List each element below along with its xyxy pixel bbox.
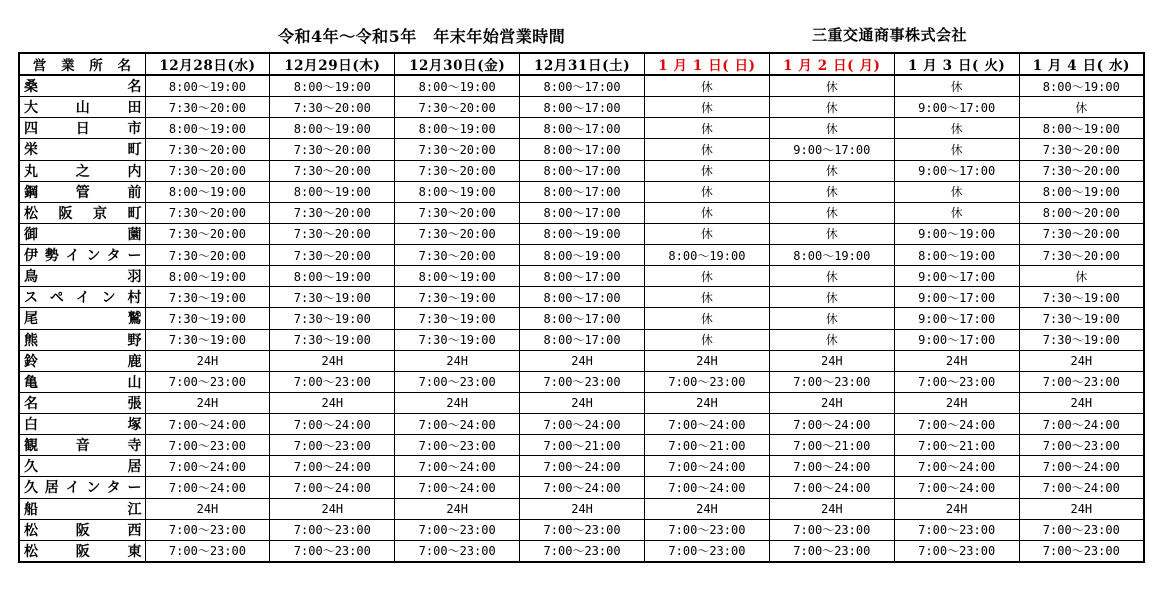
column-header-date: 1 月 3 日( 火) [894,53,1019,75]
hours-cell: 7:00～23:00 [1019,435,1144,456]
table-row [19,350,1144,371]
hours-cell: 7:00～23:00 [769,519,894,540]
hours-cell: 休 [769,75,894,97]
office-name: 桑名 [19,75,145,97]
office-name: 久居インター [19,477,145,498]
hours-cell: 24H [270,350,395,371]
column-header-date: 1 月 4 日( 水) [1019,53,1144,75]
hours-cell: 8:00～19:00 [1019,75,1144,97]
hours-cell: 24H [769,392,894,413]
table-row [19,371,1144,392]
hours-cell: 8:00～19:00 [894,245,1019,266]
header-row [19,53,1144,75]
hours-cell: 休 [645,329,770,350]
table-row [19,287,1144,308]
hours-cell: 休 [894,118,1019,139]
hours-cell: 休 [769,266,894,287]
hours-cell: 休 [769,160,894,181]
office-name: 尾鷲 [19,308,145,329]
office-name: 四日市 [19,118,145,139]
hours-cell: 7:00～23:00 [645,519,770,540]
hours-cell: 7:00～24:00 [395,456,520,477]
hours-cell: 7:00～24:00 [270,414,395,435]
hours-cell: 8:00～17:00 [520,329,645,350]
hours-cell: 7:30～19:00 [270,308,395,329]
office-name: 松阪西 [19,519,145,540]
hours-cell: 7:30～20:00 [395,223,520,244]
hours-cell: 9:00～17:00 [894,287,1019,308]
hours-cell: 7:00～24:00 [395,414,520,435]
business-hours-table [18,52,1145,563]
table-row [19,160,1144,181]
hours-cell: 7:30～20:00 [395,139,520,160]
hours-cell: 8:00～19:00 [270,75,395,97]
hours-cell: 7:00～23:00 [270,371,395,392]
hours-cell: 8:00～17:00 [520,97,645,118]
hours-cell: 24H [520,350,645,371]
table-header [19,53,1144,75]
hours-cell: 24H [145,498,270,519]
hours-cell: 7:00～23:00 [395,371,520,392]
hours-cell: 8:00～19:00 [145,181,270,202]
hours-cell: 7:00～23:00 [270,540,395,562]
hours-cell: 休 [645,75,770,97]
hours-cell: 9:00～17:00 [894,97,1019,118]
hours-cell: 休 [769,181,894,202]
hours-cell: 8:00～19:00 [1019,118,1144,139]
hours-cell: 7:00～24:00 [769,414,894,435]
hours-cell: 休 [769,287,894,308]
hours-cell: 7:00～24:00 [645,456,770,477]
column-header-date: 1 月 2 日( 月) [769,53,894,75]
table-row [19,245,1144,266]
hours-cell: 休 [645,287,770,308]
column-header-date: 12月28日(水) [145,53,270,75]
table-row [19,139,1144,160]
hours-cell: 7:00～23:00 [145,435,270,456]
hours-cell: 7:00～23:00 [145,371,270,392]
hours-cell: 7:00～21:00 [894,435,1019,456]
hours-cell: 7:00～23:00 [145,540,270,562]
table-row [19,477,1144,498]
hours-cell: 休 [645,308,770,329]
table-body [19,75,1144,562]
hours-cell: 休 [645,139,770,160]
office-name: 栄町 [19,139,145,160]
table-row [19,223,1144,244]
hours-cell: 24H [645,498,770,519]
table-row [19,435,1144,456]
table-row [19,329,1144,350]
hours-cell: 7:00～23:00 [270,435,395,456]
hours-cell: 9:00～17:00 [894,266,1019,287]
hours-cell: 7:30～19:00 [270,329,395,350]
table-row [19,97,1144,118]
hours-cell: 8:00～19:00 [645,245,770,266]
office-name: 亀山 [19,371,145,392]
office-name: 熊野 [19,329,145,350]
table-row [19,456,1144,477]
hours-cell: 7:00～21:00 [645,435,770,456]
hours-cell: 7:00～24:00 [145,456,270,477]
hours-cell: 24H [520,498,645,519]
hours-cell: 7:00～23:00 [270,519,395,540]
hours-cell: 24H [645,392,770,413]
hours-cell: 8:00～19:00 [395,118,520,139]
table-row [19,519,1144,540]
table-row [19,266,1144,287]
hours-cell: 7:30～20:00 [1019,139,1144,160]
hours-cell: 7:30～19:00 [145,308,270,329]
hours-cell: 休 [645,160,770,181]
hours-cell: 休 [894,181,1019,202]
hours-cell: 7:00～23:00 [769,540,894,562]
hours-cell: 24H [1019,498,1144,519]
hours-cell: 休 [894,75,1019,97]
hours-cell: 7:30～20:00 [270,97,395,118]
hours-cell: 7:30～19:00 [270,287,395,308]
hours-cell: 7:00～21:00 [769,435,894,456]
office-name: 船江 [19,498,145,519]
hours-cell: 8:00～19:00 [395,75,520,97]
hours-cell: 7:30～20:00 [145,160,270,181]
hours-cell: 7:30～20:00 [1019,245,1144,266]
hours-cell: 7:00～23:00 [395,519,520,540]
hours-cell: 24H [270,498,395,519]
hours-cell: 7:00～23:00 [769,371,894,392]
table-row [19,308,1144,329]
hours-cell: 休 [769,329,894,350]
hours-cell: 7:30～20:00 [145,223,270,244]
hours-cell: 9:00～17:00 [894,308,1019,329]
hours-cell: 7:00～24:00 [520,456,645,477]
hours-cell: 24H [270,392,395,413]
hours-cell: 24H [520,392,645,413]
table-row [19,75,1144,97]
hours-cell: 8:00～19:00 [395,266,520,287]
hours-cell: 7:30～19:00 [395,308,520,329]
hours-cell: 7:30～20:00 [1019,223,1144,244]
office-name: 久居 [19,456,145,477]
hours-cell: 9:00～17:00 [894,329,1019,350]
office-name: 鈴鹿 [19,350,145,371]
hours-cell: 8:00～17:00 [520,75,645,97]
hours-cell: 24H [145,350,270,371]
hours-cell: 7:00～23:00 [520,519,645,540]
company-name: 三重交通商事株式会社 [812,26,968,44]
hours-cell: 休 [645,181,770,202]
hours-cell: 7:00～23:00 [395,435,520,456]
hours-cell: 7:30～20:00 [395,202,520,223]
hours-cell: 8:00～20:00 [1019,202,1144,223]
column-header-date: 12月29日(木) [270,53,395,75]
hours-cell: 24H [395,392,520,413]
hours-cell: 8:00～19:00 [145,266,270,287]
table-row [19,414,1144,435]
hours-cell: 8:00～17:00 [520,181,645,202]
hours-cell: 7:30～20:00 [145,139,270,160]
office-name: 丸之内 [19,160,145,181]
office-name: 御薗 [19,223,145,244]
hours-cell: 7:00～24:00 [270,456,395,477]
hours-cell: 休 [1019,97,1144,118]
hours-cell: 7:00～24:00 [769,456,894,477]
hours-cell: 8:00～19:00 [270,181,395,202]
hours-cell: 休 [645,118,770,139]
hours-cell: 7:30～20:00 [270,160,395,181]
hours-cell: 7:30～20:00 [270,202,395,223]
hours-cell: 8:00～19:00 [520,245,645,266]
office-name: スペイン村 [19,287,145,308]
hours-cell: 24H [769,350,894,371]
hours-cell: 7:00～24:00 [1019,456,1144,477]
office-name: 松阪東 [19,540,145,562]
hours-cell: 9:00～19:00 [894,223,1019,244]
hours-cell: 7:30～20:00 [270,223,395,244]
column-header-date: 12月31日(土) [520,53,645,75]
hours-cell: 8:00～17:00 [520,287,645,308]
hours-cell: 7:30～20:00 [395,97,520,118]
hours-cell: 休 [769,202,894,223]
table-row [19,202,1144,223]
table-row [19,181,1144,202]
hours-cell: 7:30～20:00 [395,160,520,181]
hours-cell: 7:30～19:00 [145,287,270,308]
hours-cell: 休 [1019,266,1144,287]
hours-cell: 24H [145,392,270,413]
hours-cell: 7:30～20:00 [395,245,520,266]
hours-cell: 24H [894,392,1019,413]
hours-cell: 7:00～23:00 [894,371,1019,392]
hours-cell: 8:00～19:00 [145,118,270,139]
page-title: 令和4年～令和5年 年末年始営業時間 [278,27,566,46]
hours-cell: 8:00～19:00 [270,118,395,139]
hours-cell: 7:30～20:00 [270,139,395,160]
hours-cell: 8:00～17:00 [520,266,645,287]
hours-cell: 7:30～20:00 [270,245,395,266]
hours-cell: 7:30～19:00 [1019,287,1144,308]
office-name: 名張 [19,392,145,413]
hours-cell: 7:00～23:00 [645,371,770,392]
hours-cell: 7:00～24:00 [520,477,645,498]
hours-cell: 7:00～24:00 [1019,477,1144,498]
hours-cell: 8:00～17:00 [520,308,645,329]
table-row [19,540,1144,562]
hours-cell: 24H [395,350,520,371]
column-header-date: 12月30日(金) [395,53,520,75]
hours-cell: 休 [769,223,894,244]
hours-cell: 7:00～24:00 [145,477,270,498]
column-header-office: 営 業 所 名 [19,53,145,75]
hours-cell: 7:30～19:00 [1019,308,1144,329]
hours-cell: 7:00～23:00 [645,540,770,562]
table-row [19,498,1144,519]
hours-cell: 7:00～24:00 [645,414,770,435]
hours-cell: 7:00～24:00 [270,477,395,498]
hours-cell: 7:00～23:00 [145,519,270,540]
hours-cell: 7:00～24:00 [769,477,894,498]
hours-cell: 休 [645,223,770,244]
hours-cell: 8:00～19:00 [1019,181,1144,202]
hours-cell: 7:00～23:00 [395,540,520,562]
office-name: 伊勢インター [19,245,145,266]
hours-cell: 休 [645,97,770,118]
hours-cell: 7:30～20:00 [145,202,270,223]
hours-cell: 7:00～23:00 [894,540,1019,562]
hours-cell: 8:00～17:00 [520,202,645,223]
hours-cell: 8:00～17:00 [520,118,645,139]
hours-cell: 7:30～19:00 [145,329,270,350]
office-name: 大山田 [19,97,145,118]
hours-cell: 7:00～24:00 [1019,414,1144,435]
hours-cell: 24H [395,498,520,519]
hours-cell: 7:00～23:00 [520,371,645,392]
hours-cell: 7:30～20:00 [145,245,270,266]
hours-cell: 9:00～17:00 [894,160,1019,181]
table-row [19,392,1144,413]
hours-cell: 8:00～17:00 [520,139,645,160]
hours-cell: 7:30～19:00 [395,329,520,350]
hours-cell: 休 [894,202,1019,223]
hours-cell: 8:00～19:00 [520,223,645,244]
hours-cell: 7:00～24:00 [894,456,1019,477]
hours-cell: 7:00～24:00 [894,414,1019,435]
hours-cell: 7:30～20:00 [145,97,270,118]
hours-cell: 9:00～17:00 [769,139,894,160]
hours-cell: 24H [769,498,894,519]
office-name: 白塚 [19,414,145,435]
hours-cell: 7:00～24:00 [894,477,1019,498]
hours-cell: 7:00～21:00 [520,435,645,456]
hours-cell: 7:00～24:00 [520,414,645,435]
hours-cell: 8:00～19:00 [270,266,395,287]
hours-cell: 休 [645,266,770,287]
hours-cell: 7:00～23:00 [1019,371,1144,392]
hours-cell: 8:00～19:00 [769,245,894,266]
table-row [19,118,1144,139]
hours-cell: 7:00～24:00 [645,477,770,498]
hours-cell: 休 [769,97,894,118]
column-header-date: 1 月 1 日( 日) [645,53,770,75]
hours-cell: 8:00～17:00 [520,160,645,181]
hours-cell: 7:00～24:00 [395,477,520,498]
hours-cell: 7:00～23:00 [520,540,645,562]
hours-cell: 7:00～24:00 [145,414,270,435]
hours-cell: 7:00～23:00 [894,519,1019,540]
hours-cell: 7:00～23:00 [1019,540,1144,562]
hours-cell: 休 [769,308,894,329]
office-name: 鋼管前 [19,181,145,202]
office-name: 松阪京町 [19,202,145,223]
hours-cell: 8:00～19:00 [145,75,270,97]
hours-cell: 7:00～23:00 [1019,519,1144,540]
hours-cell: 24H [894,350,1019,371]
hours-cell: 8:00～19:00 [395,181,520,202]
hours-cell: 休 [769,118,894,139]
hours-cell: 24H [645,350,770,371]
hours-cell: 休 [645,202,770,223]
office-name: 観音寺 [19,435,145,456]
office-name: 鳥羽 [19,266,145,287]
hours-cell: 7:30～19:00 [1019,329,1144,350]
hours-cell: 7:30～19:00 [395,287,520,308]
hours-cell: 24H [1019,350,1144,371]
hours-cell: 24H [894,498,1019,519]
hours-cell: 24H [1019,392,1144,413]
hours-cell: 休 [894,139,1019,160]
hours-cell: 7:30～20:00 [1019,160,1144,181]
